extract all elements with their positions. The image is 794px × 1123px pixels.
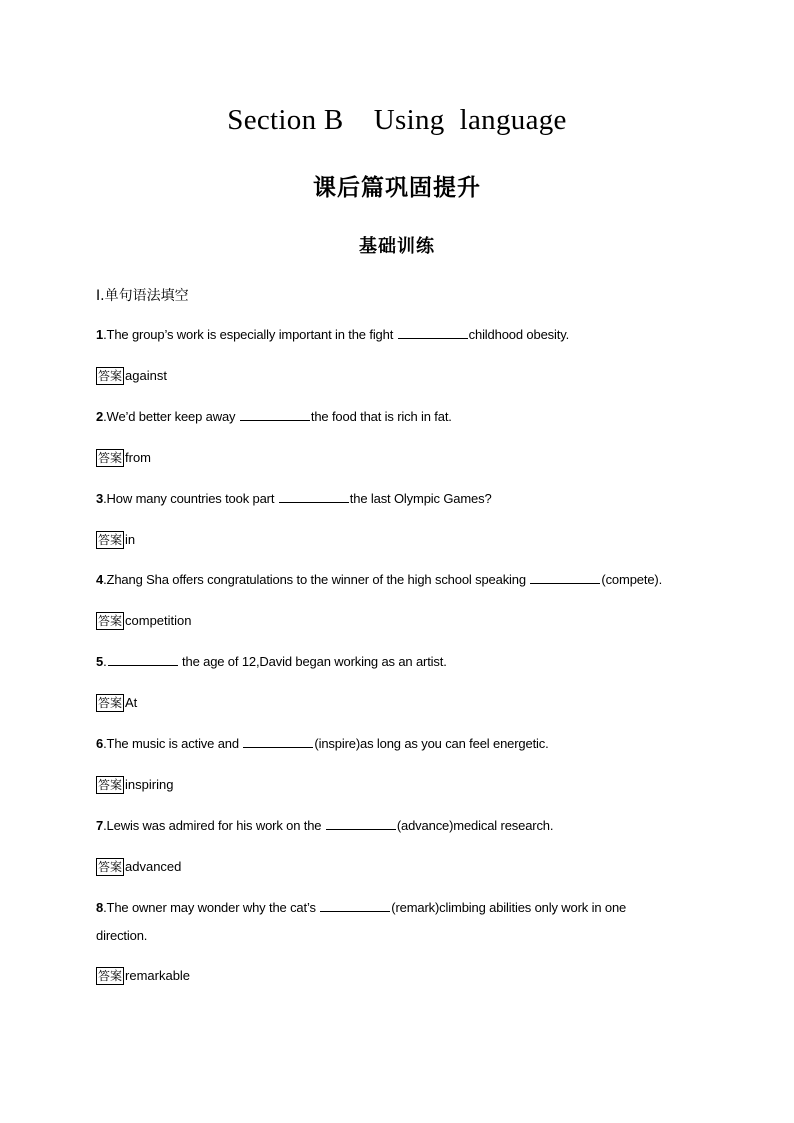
answer-tag: 答案 (98, 969, 123, 983)
answer-blank (108, 652, 178, 666)
answer-blank (530, 570, 600, 584)
question-number: 4 (96, 572, 104, 587)
answer-tag: 答案 (98, 369, 123, 383)
question-text-before: . (103, 654, 107, 669)
question-2 (96, 403, 696, 431)
question-text-before: .The group’s work is especially important in the fight (103, 327, 397, 342)
question-3 (96, 485, 696, 513)
question-text-before: .Zhang Sha offers congratulations to the winner of the high school speaking (103, 572, 530, 587)
answer-value: competition (125, 613, 192, 628)
question-number: 2 (96, 409, 104, 424)
question-text-after: (inspire)as long as you can feel energetic. (314, 736, 549, 751)
section-heading: 基础训练 (359, 236, 435, 257)
answer-blank (398, 325, 468, 339)
answer-4 (96, 612, 192, 630)
question-number: 6 (96, 736, 104, 751)
answer-3 (96, 531, 135, 549)
question-text-before: .We’d better keep away (103, 409, 239, 424)
question-text-before: .Lewis was admired for his work on the (103, 818, 325, 833)
answer-8 (96, 967, 190, 985)
exercise-label: Ⅰ.单句语法填空 (96, 288, 189, 304)
answer-blank (240, 407, 310, 421)
answer-value: in (125, 532, 136, 547)
question-7 (96, 812, 696, 840)
answer-value: from (125, 450, 152, 465)
page-subtitle: 课后篇巩固提升 (313, 175, 481, 201)
question-text-after: childhood obesity. (468, 327, 570, 342)
answer-tag: 答案 (98, 533, 123, 547)
answer-tag: 答案 (98, 451, 123, 465)
question-5 (96, 648, 696, 676)
question-number: 5 (96, 654, 104, 669)
question-text-after: (compete). (601, 572, 663, 587)
answer-blank (326, 816, 396, 830)
answer-1 (96, 367, 167, 385)
answer-blank (243, 734, 313, 748)
answer-value: remarkable (125, 968, 191, 983)
answer-tag: 答案 (98, 614, 123, 628)
question-text-after: the age of 12,David began working as an artist. (178, 654, 447, 669)
answer-value: against (125, 368, 167, 383)
question-8 (96, 894, 666, 950)
answer-tag: 答案 (98, 778, 123, 792)
question-text-before: .How many countries took part (103, 491, 278, 506)
answer-value: advanced (125, 859, 182, 874)
question-number: 8 (96, 900, 104, 915)
answer-2 (96, 449, 151, 467)
answer-tag: 答案 (98, 696, 123, 710)
answer-6 (96, 776, 173, 794)
answer-blank (279, 489, 349, 503)
answer-tag: 答案 (98, 860, 123, 874)
question-4 (96, 566, 736, 594)
question-text-after: the food that is rich in fat. (310, 409, 452, 424)
answer-value: inspiring (125, 777, 174, 792)
answer-blank (320, 898, 390, 912)
question-text-after: (advance)medical research. (396, 818, 554, 833)
answer-value: At (125, 695, 138, 710)
question-1 (96, 321, 696, 349)
answer-7 (96, 858, 181, 876)
question-number: 3 (96, 491, 104, 506)
question-text-before: .The music is active and (103, 736, 243, 751)
answer-5 (96, 694, 137, 712)
question-6 (96, 730, 696, 758)
question-number: 1 (96, 327, 104, 342)
page-title: Section B Using language (227, 104, 567, 136)
question-number: 7 (96, 818, 104, 833)
question-text-after: (remark)climbing abilities only work in one direction. (96, 900, 627, 943)
question-text-after: the last Olympic Games? (349, 491, 492, 506)
question-text-before: .The owner may wonder why the cat’s (103, 900, 320, 915)
